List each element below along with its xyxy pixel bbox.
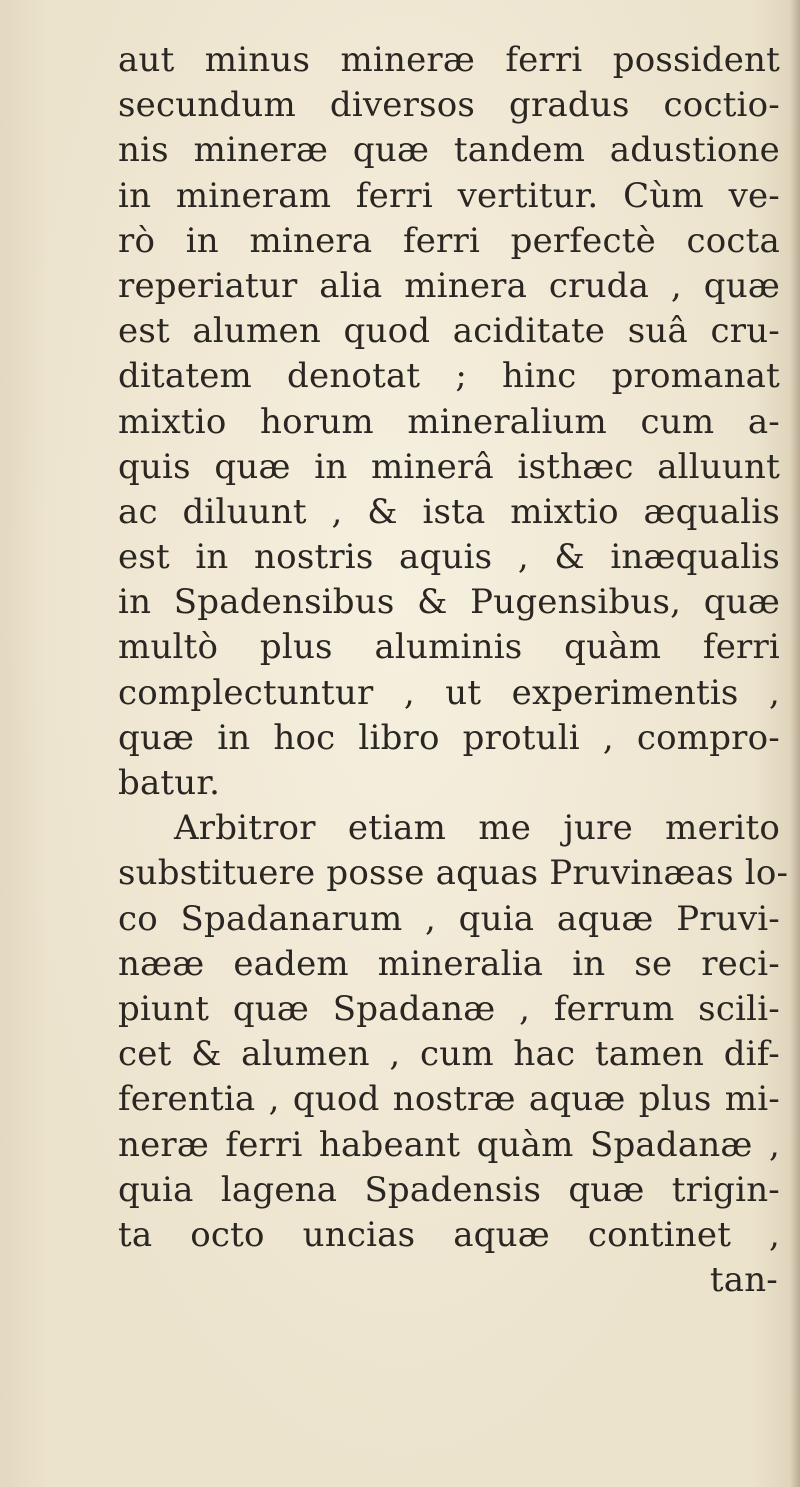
text-line: piunt quæ Spadanæ , ferrum scili- — [118, 988, 780, 1029]
text-line: aut minus mineræ ferri possident — [118, 40, 780, 80]
text-line: reperiatur alia minera cruda , quæ — [118, 265, 780, 306]
text-line: neræ ferri habeant quàm Spadanæ , — [118, 1124, 780, 1165]
text-line: multò plus aluminis quàm ferri — [118, 627, 780, 668]
text-line: ta octo uncias aquæ continet , — [118, 1214, 780, 1255]
catchword: tan- — [709, 1260, 778, 1301]
paragraph-end-line: batur. — [118, 763, 221, 803]
text-line: in Spadensibus & Pugensibus, quæ — [118, 582, 780, 623]
text-line: ac diluunt , & ista mixtio æqualis — [118, 491, 780, 532]
body-text — [118, 38, 789, 1301]
text-line: nis mineræ quæ tandem adustione — [118, 130, 780, 171]
text-line: in mineram ferri vertitur. Cùm ve- — [118, 175, 780, 216]
text-line: nææ eadem mineralia in se reci- — [118, 943, 780, 984]
text-line: ditatem denotat ; hinc promanat — [118, 356, 780, 397]
text-line: quæ in hoc libro protuli , compro- — [118, 717, 780, 758]
text-line: co Spadanarum , quia aquæ Pruvi- — [118, 898, 780, 939]
text-line: substituere posse aquas Pruvinæas lo- — [118, 853, 789, 894]
text-line: est in nostris aquis , & inæqualis — [118, 537, 780, 578]
text-line: cet & alumen , cum hac tamen dif- — [118, 1034, 780, 1075]
text-line: quis quæ in minerâ isthæc alluunt — [118, 446, 780, 487]
text-line: secundum diversos gradus coctio- — [118, 85, 780, 126]
text-line: rò in minera ferri perfectè cocta — [118, 220, 780, 261]
paragraph-start-line: Arbitror etiam me jure merito — [174, 808, 780, 849]
text-line: mixtio horum mineralium cum a- — [118, 401, 780, 442]
text-line: complectuntur , ut experimentis , — [118, 672, 780, 713]
text-line: est alumen quod aciditate suâ cru- — [118, 311, 780, 352]
page-edge-shadow — [790, 0, 800, 1487]
text-line: quia lagena Spadensis quæ trigin- — [118, 1169, 780, 1210]
text-line: ferentia , quod nostræ aquæ plus mi- — [118, 1079, 780, 1120]
